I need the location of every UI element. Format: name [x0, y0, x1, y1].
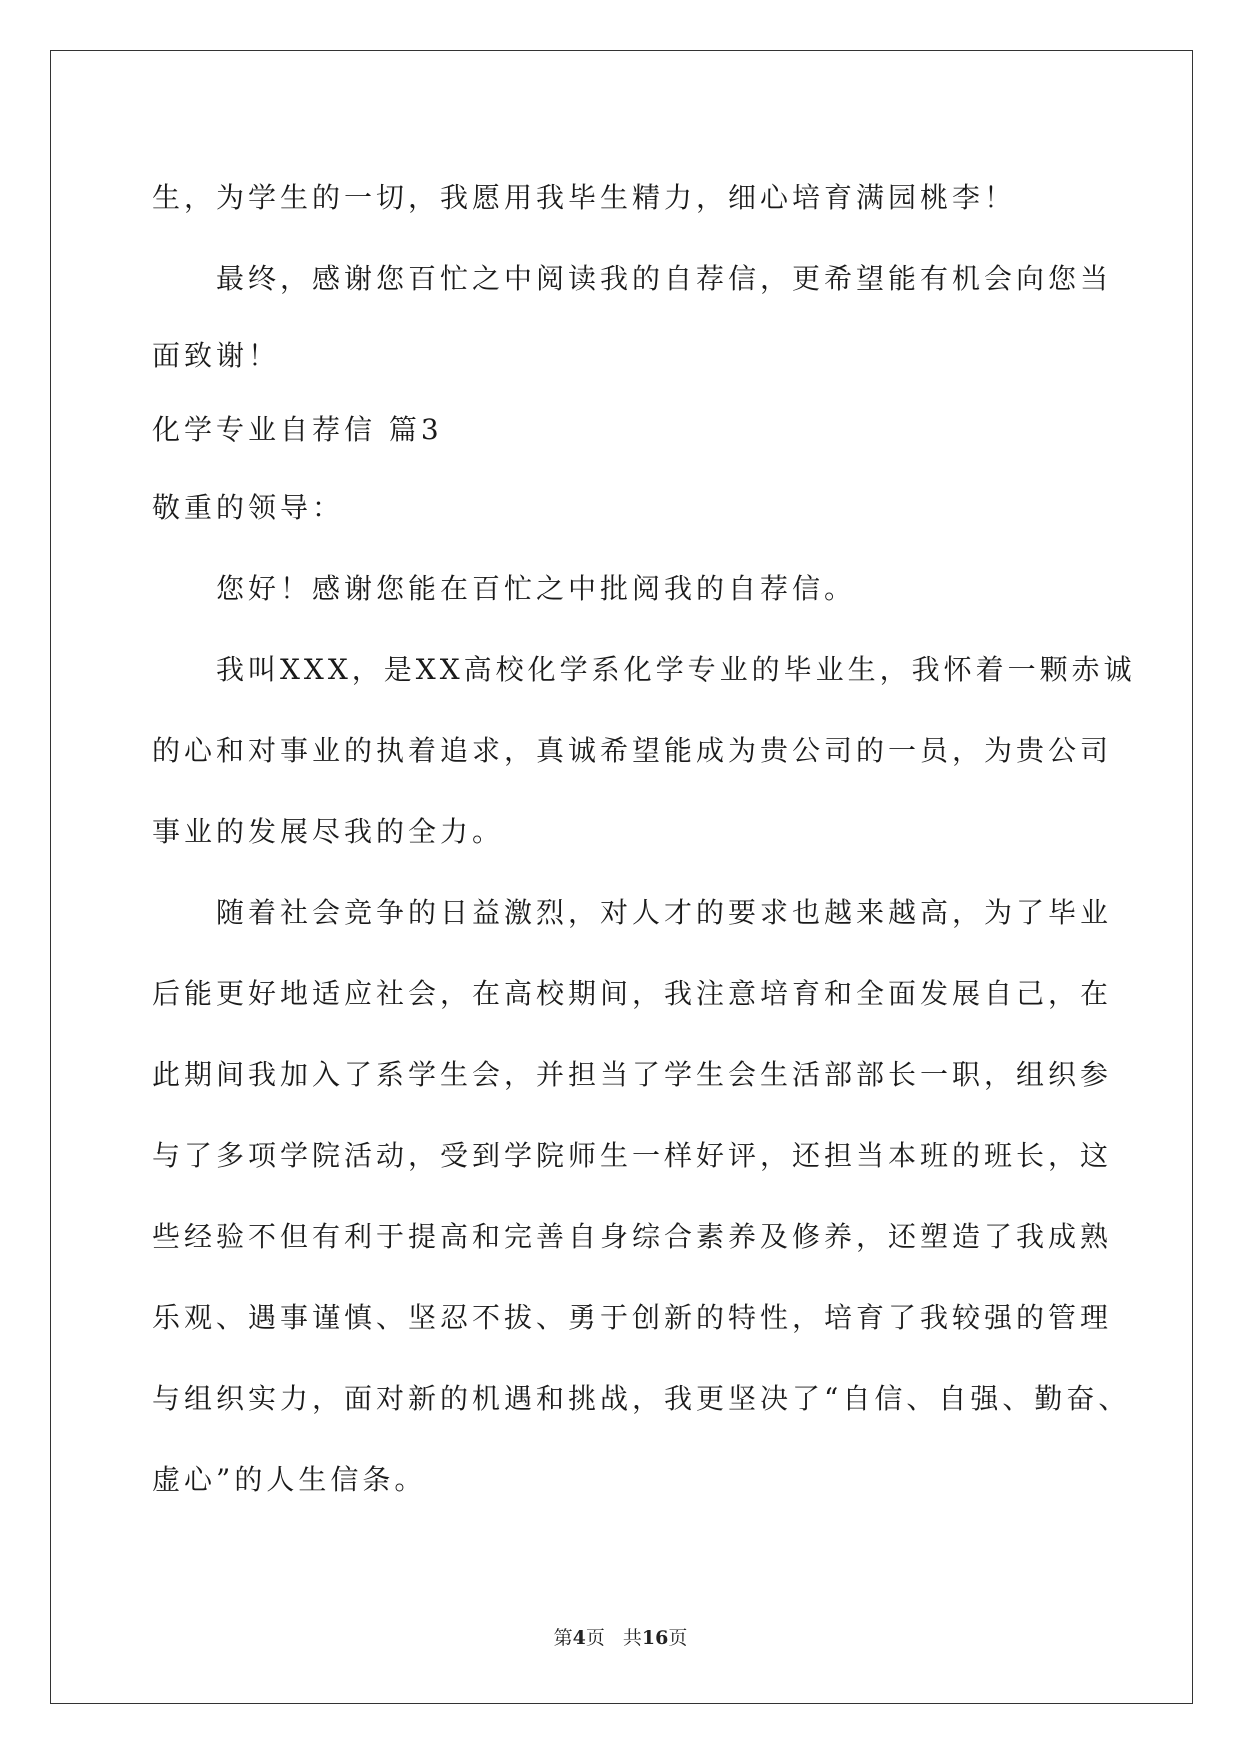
document-body [152, 157, 1136, 1520]
text-line: 我叫XXX，是XX高校化学系化学专业的毕业生，我怀着一颗赤诚 [216, 653, 1136, 686]
text-line: 与了多项学院活动，受到学院师生一样好评，还担当本班的班长，这 [152, 1139, 1113, 1172]
text-line: 与组织实力，面对新的机遇和挑战，我更坚决了“自信、自强、勤奋、 [152, 1382, 1131, 1415]
text-line: 随着社会竞争的日益激烈，对人才的要求也越来越高，为了毕业 [216, 896, 1113, 929]
salutation: 敬重的领导： [152, 491, 345, 524]
page-suffix: 页 [585, 1627, 605, 1649]
text-line: 面致谢！ [152, 339, 281, 372]
text-line: 的心和对事业的执着追求，真诚希望能成为贵公司的一员，为贵公司 [152, 734, 1113, 767]
text-line: 您好！感谢您能在百忙之中批阅我的自荐信。 [216, 572, 857, 605]
text-line: 后能更好地适应社会，在高校期间，我注意培育和全面发展自己，在 [152, 977, 1113, 1010]
text-line: 虚心”的人生信条。 [152, 1463, 427, 1496]
total-suffix: 页 [668, 1627, 688, 1649]
text-line: 生，为学生的一切，我愿用我毕生精力，细心培育满园桃李！ [152, 181, 1017, 214]
text-line: 最终，感谢您百忙之中阅读我的自荐信，更希望能有机会向您当 [216, 262, 1113, 295]
text-line: 些经验不但有利于提高和完善自身综合素养及修养，还塑造了我成熟 [152, 1220, 1113, 1253]
text-line: 此期间我加入了系学生会，并担当了学生会生活部部长一职，组织参 [152, 1058, 1113, 1091]
page-number: 4 [572, 1627, 586, 1649]
section-heading: 化学专业自荐信 篇3 [152, 413, 443, 446]
page-footer [0, 1623, 1241, 1650]
text-line: 乐观、遇事谨慎、坚忍不拔、勇于创新的特性，培育了我较强的管理 [152, 1301, 1113, 1334]
total-pages: 16 [641, 1627, 669, 1649]
text-line: 事业的发展尽我的全力。 [152, 815, 505, 848]
page-prefix: 第 [553, 1627, 573, 1649]
total-prefix: 共 [622, 1627, 642, 1649]
